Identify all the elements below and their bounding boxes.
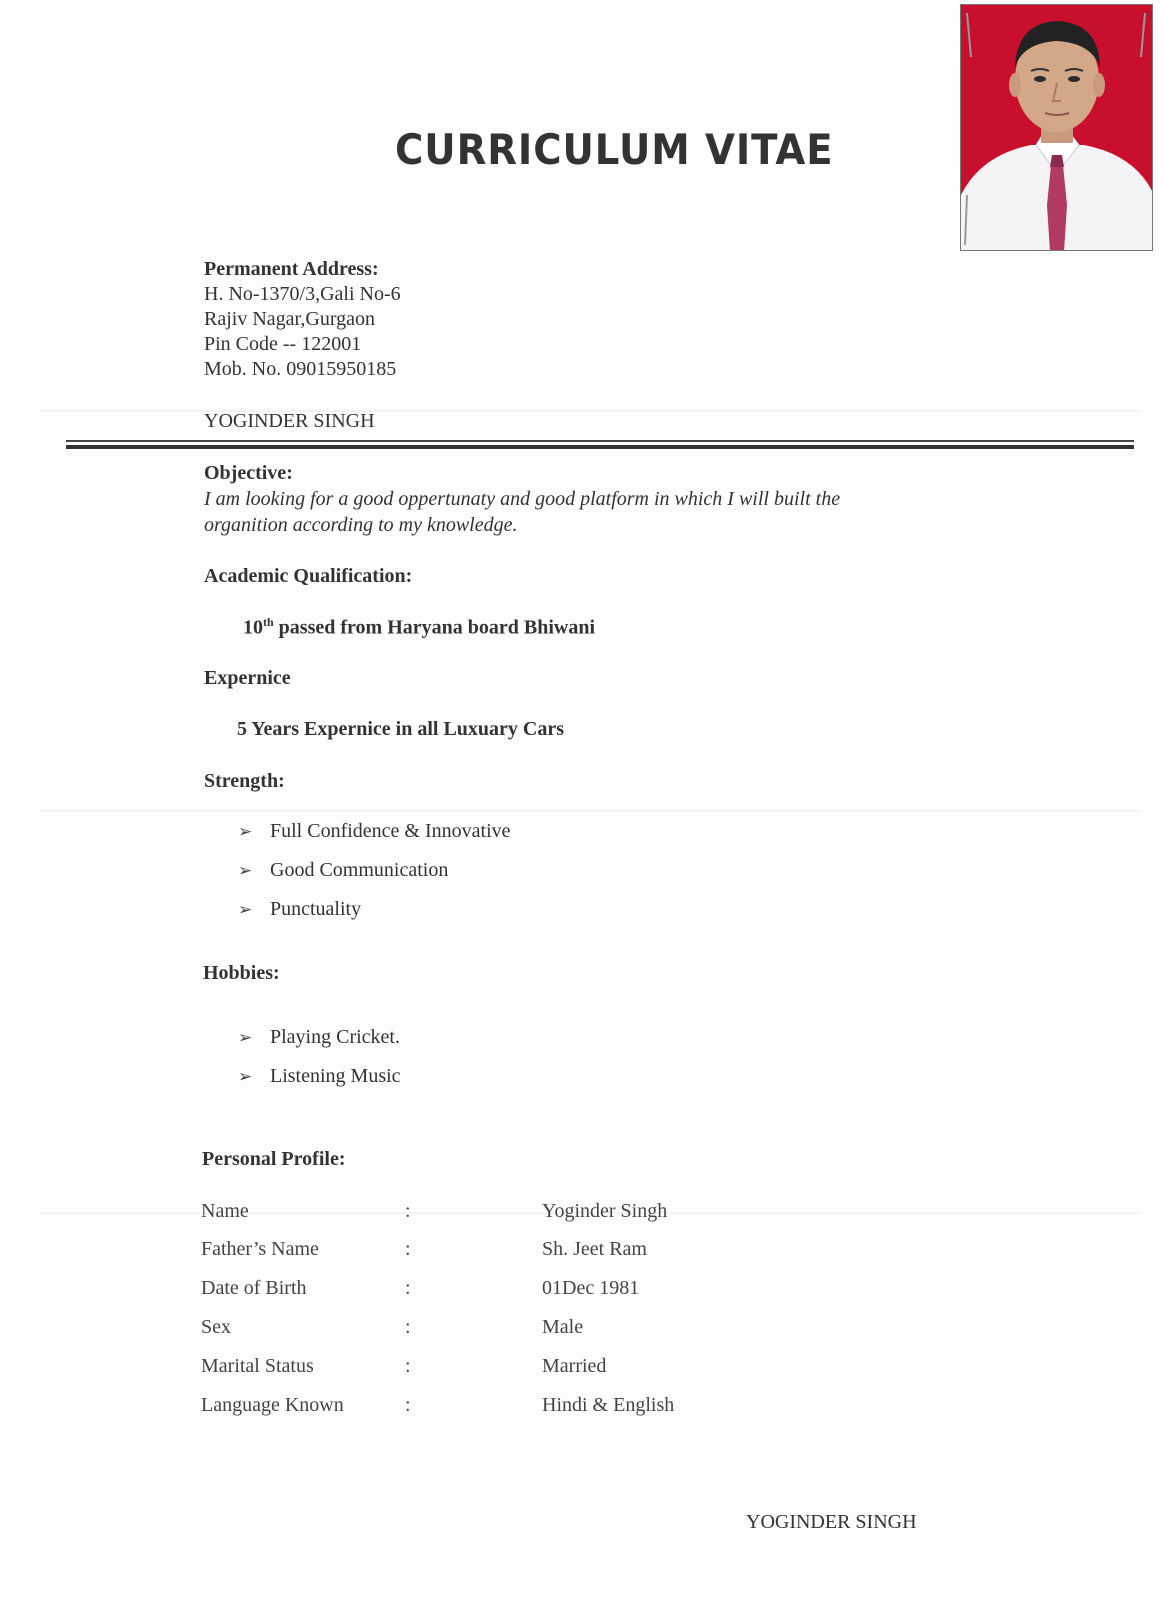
- arrow-bullet-icon: ➢: [238, 1066, 253, 1087]
- profile-label: Father’s Name: [201, 1238, 319, 1260]
- arrow-bullet-icon: ➢: [238, 821, 253, 842]
- scan-fold-line: [40, 810, 1140, 812]
- profile-colon: :: [405, 1238, 411, 1260]
- list-item: ➢ Good Communication: [238, 859, 449, 881]
- profile-colon: :: [405, 1277, 411, 1299]
- profile-colon: :: [405, 1355, 411, 1377]
- list-item: ➢ Punctuality: [238, 898, 362, 920]
- list-item: ➢ Full Confidence & Innovative: [238, 820, 511, 842]
- profile-label: Sex: [201, 1316, 231, 1338]
- profile-colon: :: [405, 1394, 411, 1416]
- signature-name: YOGINDER SINGH: [746, 1511, 917, 1533]
- profile-label: Marital Status: [201, 1355, 314, 1377]
- objective-text: I am looking for a good oppertunaty and good platform in which I will built the: [204, 488, 841, 510]
- arrow-bullet-icon: ➢: [238, 1027, 253, 1048]
- profile-photo: [960, 4, 1153, 251]
- profile-heading: Personal Profile:: [202, 1148, 346, 1170]
- divider-line: [66, 440, 1134, 442]
- objective-text: organition according to my knowledge.: [204, 514, 518, 536]
- list-item: ➢ Playing Cricket.: [238, 1026, 400, 1048]
- profile-value: Sh. Jeet Ram: [542, 1238, 647, 1260]
- profile-colon: :: [405, 1316, 411, 1338]
- list-item: ➢ Listening Music: [238, 1065, 401, 1087]
- profile-value: Married: [542, 1355, 607, 1377]
- profile-label: Language Known: [201, 1394, 344, 1416]
- document-title: CURRICULUM VITAE: [395, 125, 834, 174]
- academic-item: 10th passed from Haryana board Bhiwani: [243, 615, 596, 639]
- academic-heading: Academic Qualification:: [204, 565, 413, 587]
- profile-value: Hindi & English: [542, 1394, 675, 1416]
- experience-item: 5 Years Expernice in all Luxuary Cars: [237, 718, 565, 740]
- arrow-bullet-icon: ➢: [238, 899, 253, 920]
- profile-value: Male: [542, 1316, 584, 1338]
- address-line: Rajiv Nagar,Gurgaon: [204, 308, 376, 330]
- divider-line: [66, 445, 1134, 449]
- arrow-bullet-icon: ➢: [238, 860, 253, 881]
- hobbies-heading: Hobbies:: [203, 962, 280, 984]
- address-heading: Permanent Address:: [204, 258, 379, 280]
- experience-heading: Expernice: [204, 667, 291, 689]
- address-line: H. No-1370/3,Gali No-6: [204, 283, 401, 305]
- candidate-name: YOGINDER SINGH: [204, 410, 375, 432]
- profile-value: Yoginder Singh: [542, 1200, 668, 1222]
- address-line: Pin Code -- 122001: [204, 333, 362, 355]
- strength-heading: Strength:: [204, 770, 285, 792]
- profile-label: Date of Birth: [201, 1277, 307, 1299]
- profile-value: 01Dec 1981: [542, 1277, 640, 1299]
- profile-colon: :: [405, 1200, 411, 1222]
- mobile-number: Mob. No. 09015950185: [204, 358, 397, 380]
- objective-heading: Objective:: [204, 462, 293, 484]
- profile-label: Name: [201, 1200, 249, 1222]
